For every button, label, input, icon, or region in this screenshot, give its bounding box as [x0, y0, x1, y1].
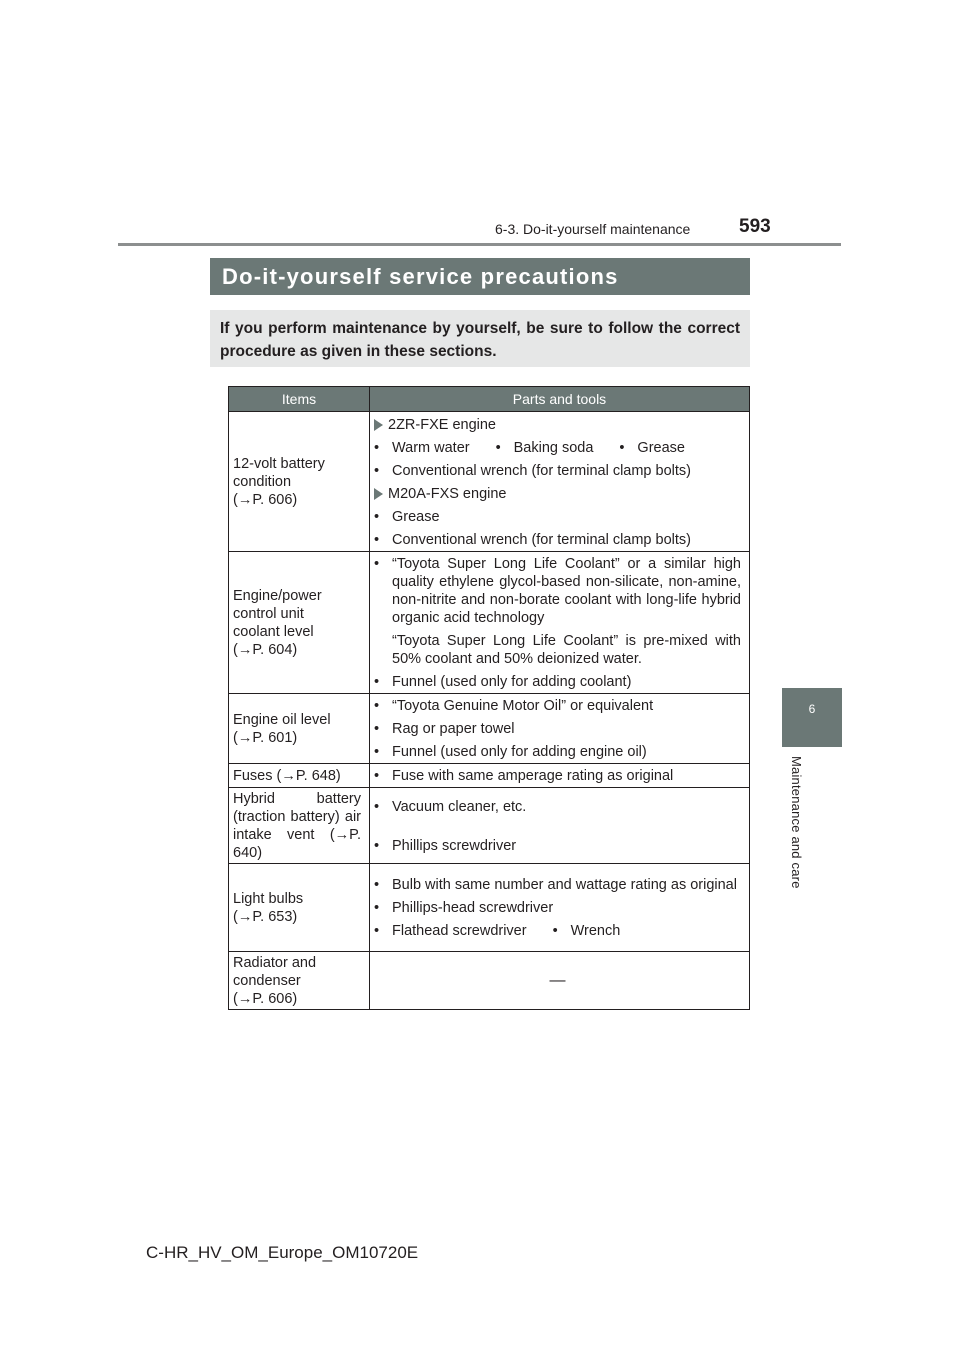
table-row	[229, 552, 750, 694]
inline-bullet-group	[374, 436, 741, 459]
bullet-item: • Warm water	[374, 439, 470, 457]
bullet-item: • Conventional wrench (for terminal clamp bolts)	[374, 459, 741, 482]
item-cell	[229, 788, 370, 864]
bullet-item: • Vacuum cleaner, etc.	[374, 795, 741, 818]
engine-heading: M20A-FXS engine	[374, 482, 741, 505]
item-text: (→P. 604)	[233, 641, 298, 658]
bullet-item: • “Toyota Super Long Life Coolant” or a similar high quality ethylene glycol-based non-silicate, non-amine, non-nitrite and non-borate coolant with long-life hybrid organic acid technology	[374, 552, 741, 629]
parts-cell	[370, 412, 750, 552]
item-text: coolant level	[233, 623, 314, 640]
item-text: (→P. 653)	[233, 908, 298, 925]
item-text: (→P. 601)	[233, 729, 298, 746]
bullet-item: • Flathead screwdriver	[374, 922, 527, 940]
item-text: (→P. 606)	[233, 990, 298, 1007]
item-text: control unit	[233, 605, 304, 622]
bullet-item: • Grease	[619, 439, 685, 457]
parts-cell	[370, 552, 750, 694]
column-header-parts: Parts and tools	[370, 387, 750, 412]
item-cell	[229, 552, 370, 694]
table-row	[229, 694, 750, 764]
table-row	[229, 764, 750, 788]
item-text: (→P. 606)	[233, 491, 298, 508]
parts-cell	[370, 952, 750, 1010]
chapter-tab-label: Maintenance and care	[789, 756, 804, 889]
item-cell	[229, 952, 370, 1010]
item-cell	[229, 694, 370, 764]
bullet-item: • Conventional wrench (for terminal clamp bolts)	[374, 528, 741, 551]
document-code: C-HR_HV_OM_Europe_OM10720E	[146, 1243, 419, 1262]
bullet-item: • Grease	[374, 505, 741, 528]
item-text: Engine oil level	[233, 711, 331, 728]
item-text: Hybrid battery (traction battery) air intake vent (→P. 640)	[233, 790, 361, 861]
bullet-item: • Wrench	[553, 922, 621, 940]
chapter-tab: 6	[782, 688, 842, 747]
inline-bullet-group	[374, 919, 741, 942]
item-text: Fuses (→P. 648)	[233, 767, 341, 784]
bullet-item: • “Toyota Genuine Motor Oil” or equivalent	[374, 694, 741, 717]
bullet-item: • Phillips-head screwdriver	[374, 896, 741, 919]
item-text: condition	[233, 473, 292, 490]
page-number: 593	[739, 216, 771, 237]
bullet-item: • Funnel (used only for adding coolant)	[374, 670, 741, 693]
item-cell	[229, 412, 370, 552]
table-body	[229, 412, 750, 1010]
parts-cell	[370, 764, 750, 788]
parts-cell	[370, 694, 750, 764]
parts-cell	[370, 788, 750, 864]
item-cell	[229, 864, 370, 952]
item-text: 12-volt battery	[233, 455, 325, 472]
table-row	[229, 952, 750, 1010]
bullet-item: • Funnel (used only for adding engine oil)	[374, 740, 741, 763]
table-header-row	[229, 387, 750, 412]
item-text: Radiator and	[233, 954, 317, 971]
bullet-item: • Rag or paper towel	[374, 717, 741, 740]
table-row	[229, 788, 750, 864]
bullet-item: • Baking soda	[496, 439, 594, 457]
bullet-item: • Bulb with same number and wattage rating as original	[374, 873, 741, 896]
item-cell	[229, 764, 370, 788]
section-title: Do-it-yourself service precautions	[210, 258, 750, 295]
table-row	[229, 412, 750, 552]
item-text: Light bulbs	[233, 890, 304, 907]
item-text: condenser	[233, 972, 301, 989]
parts-and-tools-table	[228, 386, 750, 1010]
engine-heading: 2ZR-FXE engine	[374, 413, 741, 436]
bullet-item: • Phillips screwdriver	[374, 834, 741, 857]
header-divider	[118, 243, 841, 246]
item-text: Engine/power	[233, 587, 322, 604]
none-dash: —	[549, 972, 566, 989]
parts-cell	[370, 864, 750, 952]
intro-note: If you perform maintenance by yourself, be sure to follow the correct procedure as given in these sections.	[210, 310, 750, 367]
bullet-item: • Fuse with same amperage rating as original	[374, 764, 741, 787]
table-row	[229, 864, 750, 952]
column-header-items: Items	[229, 387, 370, 412]
header-section-title: 6-3. Do-it-yourself maintenance	[495, 221, 691, 237]
note-text: “Toyota Super Long Life Coolant” is pre-mixed with 50% coolant and 50% deionized water.	[392, 633, 741, 667]
